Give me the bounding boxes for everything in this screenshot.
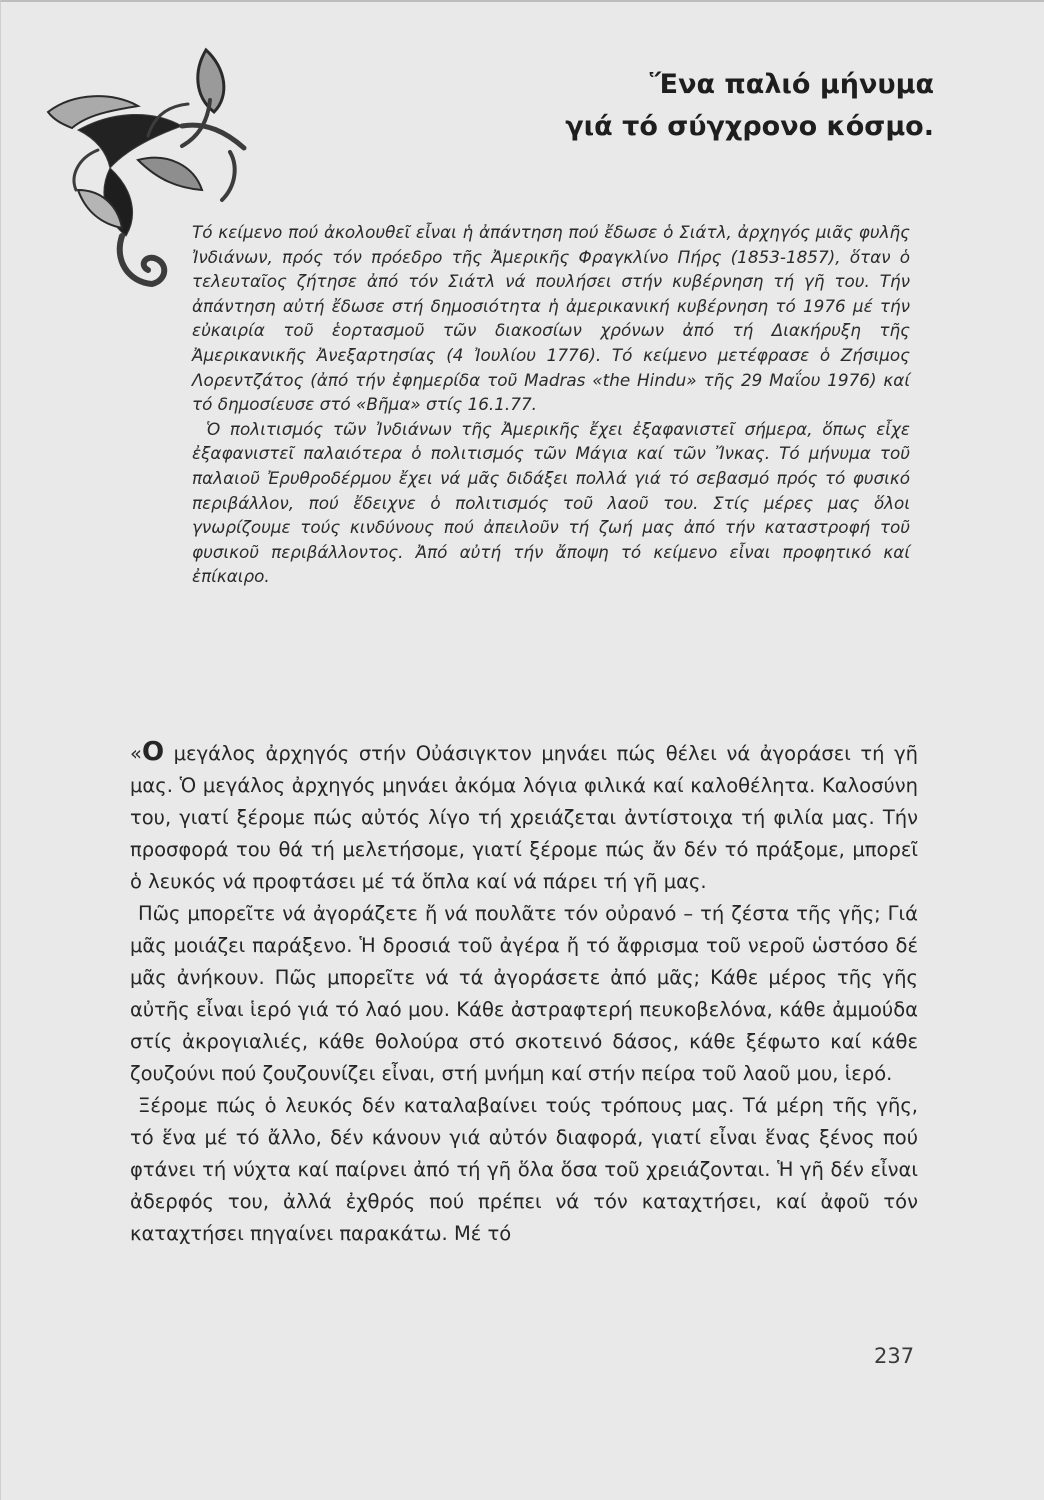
title-line-1: Ἕνα παλιό μήνυμα [649, 69, 934, 100]
body-paragraph-text: μεγάλος ἀρχηγός στήν Οὐάσιγκτον μηνάει πώς θέλει νά ἀγοράσει τή γῆ μας. Ὁ μεγάλος ἀρχηγός μηνάει ἀκόμα λόγια φιλικά καί καλοθέλητα. Καλοσύνη του, γιατί ξέρομε πώς αὐτός λίγο τή χρειάζεται ἀντίστοιχα τή φιλία μας. Τήν προσφορά του θά τή μελετήσομε, γιατί ξέρομε πώς ἄν δέν τό πράξομε, μπορεῖ ὁ λευκός νά προφτάσει μέ τά ὅπλα καί νά πάρει τή γῆ μας. [130, 742, 918, 893]
title-line-2: γιά τό σύγχρονο κόσμο. [565, 111, 934, 142]
body-paragraph [130, 736, 918, 898]
intro-block [192, 220, 910, 589]
opening-quote: « [130, 742, 142, 765]
page-number: 237 [874, 1344, 915, 1368]
drop-cap: Ο [141, 737, 165, 767]
intro-paragraph: Ὁ πολιτισμός τῶν Ἰνδιάνων τῆς Ἀμερικῆς ἔχει ἐξαφανιστεῖ σήμερα, ὅπως εἶχε ἐξαφανιστεῖ παλαιότερα ὁ πολιτισμός τῶν Μάγια καί τῶν Ἴνκας. Τό μήνυμα τοῦ παλαιοῦ Ἐρυθροδέρμου ἔχει νά μᾶς διδάξει πολλά γιά τό σεβασμό πρός τό φυσικό περιβάλλον, πού ἔδειχνε ὁ πολιτισμός τοῦ λαοῦ του. Στίς μέρες μας ὅλοι γνωρίζουμε τούς κινδύνους πού ἀπειλοῦν τή ζωή μας ἀπό τήν καταστροφή τοῦ φυσικοῦ περιβάλλοντος. Ἀπό αὐτή τήν ἄποψη τό κείμενο εἶναι προφητικό καί ἐπίκαιρο. [192, 418, 910, 587]
intro-paragraph: Τό κείμενο πού ἀκολουθεῖ εἶναι ἡ ἀπάντηση πού ἔδωσε ὁ Σιάτλ, ἀρχηγός μιᾶς φυλῆς Ἰνδιάνων, πρός τόν πρόεδρο τῆς Ἀμερικῆς Φραγκλίνο Πήρς (1853-1857), ὅταν ὁ τελευταῖος ζήτησε ἀπό τόν Σιάτλ νά πουλήσει στήν κυβέρνηση τή γῆ του. Τήν ἀπάντηση αὐτή ἔδωσε στή δημοσιότητα ἡ ἀμερικανική κυβέρνηση τό 1976 μέ τήν εὐκαιρία τοῦ ἑορτασμοῦ τῶν διακοσίων χρόνων ἀπό τή Διακήρυξη τῆς Ἀμερικανικῆς Ἀνεξαρτησίας (4 Ἰουλίου 1776). Τό κείμενο μετέφρασε ὁ Ζήσιμος Λορεντζάτος (ἀπό τήν ἐφημερίδα τοῦ Madras «the Hindu» τῆς 29 Μαΐου 1976) καί τό δημοσίευσε στό «Βῆμα» στίς 16.1.77. [192, 222, 910, 415]
letter-body [130, 736, 918, 1250]
body-paragraph: Πῶς μπορεῖτε νά ἀγοράζετε ἤ νά πουλᾶτε τόν οὐρανό – τή ζέστα τῆς γῆς; Γιά μᾶς μοιάζει παράξενο. Ἡ δροσιά τοῦ ἀγέρα ἤ τό ἄφρισμα τοῦ νεροῦ ὡστόσο δέ μᾶς ἀνήκουν. Πῶς μπορεῖτε νά τά ἀγοράσετε ἀπό μᾶς; Κάθε μέρος τῆς γῆς αὐτῆς εἶναι ἱερό γιά τό λαό μου. Κάθε ἀστραφτερή πευκοβελόνα, κάθε ἀμμούδα στίς ἀκρογιαλιές, κάθε θολούρα στό σκοτεινό δάσος, κάθε ξέφωτο καί κάθε ζουζούνι πού ζουζουνίζει εἶναι, στή μνήμη καί στήν πείρα τοῦ λαοῦ μου, ἱερό. [130, 902, 918, 1085]
article-title [565, 64, 934, 148]
body-paragraph: Ξέρομε πώς ὁ λευκός δέν καταλαβαίνει τούς τρόπους μας. Τά μέρη τῆς γῆς, τό ἕνα μέ τό ἄλλο, δέν κάνουν γιά αὐτόν διαφορά, γιατί εἶναι ἕνας ξένος πού φτάνει τή νύχτα καί παίρνει ἀπό τή γῆ ὅλα ὅσα τοῦ χρειάζονται. Ἡ γῆ δέν εἶναι ἀδερφός του, ἀλλά ἐχθρός πού πρέπει νά τόν καταχτήσει, καί ἀφοῦ τόν καταχτήσει πηγαίνει παρακάτω. Μέ τό [130, 1094, 918, 1245]
